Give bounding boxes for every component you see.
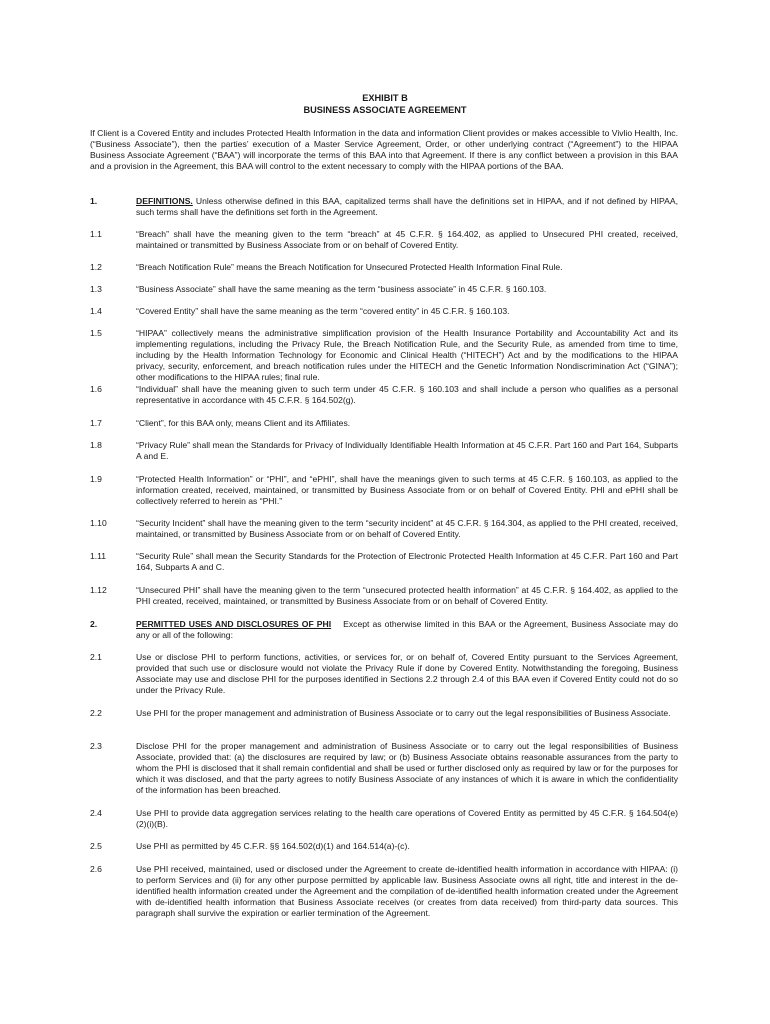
- section-number: 1.1: [90, 229, 102, 239]
- section-number: 1.10: [90, 518, 107, 528]
- section-text: “Client”, for this BAA only, means Client and its Affiliates.: [136, 418, 351, 428]
- agreement-title: BUSINESS ASSOCIATE AGREEMENT: [303, 105, 467, 115]
- section-text: “HIPAA” collectively means the administrative simplification provision of the Health Insurance Portability and Accountability Act and its implementing regulations, including the Privacy Rule, the Breach Notification Rule, and the Security Rule, as amended from time to time, including by the Health Information Technology for Economic and Clinical Health (“HITECH”) Act and by the modifications to the HIPAA privacy, security, enforcement, and breach notification rules under the HITECH and the Genetic Information Nondiscrimination Act (“GINA”); other modifications to the HIPAA rules; final rule.: [136, 328, 678, 382]
- section-number: 1.5: [90, 328, 102, 338]
- section-number: 2.4: [90, 808, 102, 818]
- section-text: Disclose PHI for the proper management and administration of Business Associate or to carry out the legal responsibilities of Business Associate, provided that: (a) the disclosures are required by law; or (b) Business Associate obtains reasonable assurances from the party to whom the PHI is disclosed that it shall remain confidential and shall be used or further disclosed only as required by law or for the purposes for which it was disclosed, and that the party agrees to notify Business Associate of any instances of which it is aware in which the confidentiality of the information has been breached.: [136, 741, 678, 795]
- section-number: 2.3: [90, 741, 102, 751]
- section-text: “Individual” shall have the meaning given to such term under 45 C.F.R. § 160.103 and shall include a person who qualifies as a personal representative in accordance with 45 C.F.R. § 164.502(g).: [136, 384, 678, 405]
- section-text: Use PHI as permitted by 45 C.F.R. §§ 164.502(d)(1) and 164.514(a)-(c).: [136, 841, 410, 851]
- section-text: “Unsecured PHI” shall have the meaning given to the term “unsecured protected health information” at 45 C.F.R. § 164.402, as applied to the PHI created, received, maintained, or transmitted by Business Associate from or on behalf of Covered Entity.: [136, 585, 678, 606]
- section-number: 1.7: [90, 418, 102, 428]
- section-text: “Protected Health Information” or “PHI”, and “ePHI”, shall have the meanings given to such terms at 45 C.F.R. § 160.103, as applied to the information created, received, maintained, or transmitted by Business Associate from or on behalf of Covered Entity. PHI and ePHI shall be collectively referred to herein as “PHI.”: [136, 474, 678, 506]
- section-number: 2.6: [90, 864, 102, 874]
- section-heading: PERMITTED USES AND DISCLOSURES OF PHI: [136, 619, 332, 629]
- exhibit-label: EXHIBIT B: [362, 93, 408, 103]
- section-number: 1.3: [90, 284, 102, 294]
- section-number: 2.1: [90, 652, 102, 662]
- section-text: “Security Rule” shall mean the Security Standards for the Protection of Electronic Protected Health Information at 45 C.F.R. Part 160 and Part 164, Subparts A and C.: [136, 551, 678, 572]
- section-number: 1.2: [90, 262, 102, 272]
- section-body: [136, 196, 678, 218]
- section-number: 1.: [90, 196, 98, 206]
- section-text: “Covered Entity” shall have the same meaning as the term “covered entity” in 45 C.F.R. § 160.103.: [136, 306, 510, 316]
- section-number: 1.12: [90, 585, 107, 595]
- section-text: “Breach” shall have the meaning given to the term “breach” at 45 C.F.R. § 164.402, as applied to Unsecured PHI created, received, maintained or transmitted by Business Associate from or on behalf of Covered Entity.: [136, 229, 678, 250]
- section-number: 2.5: [90, 841, 102, 851]
- section-text: Unless otherwise defined in this BAA, capitalized terms shall have the definitions set in HIPAA, and if not defined by HIPAA, such terms shall have the definitions set forth in the Agreement.: [136, 196, 678, 217]
- document-title-block: [0, 92, 770, 116]
- section-number: 2.: [90, 619, 98, 629]
- section-text: Use PHI received, maintained, used or disclosed under the Agreement to create de-identified health information in accordance with HIPAA: (i) to perform Services and (ii) for any other purpose permitted by applicable law. Business Associate owns all right, title and interest in the de-identified health information created under the Agreement and the compilation of de-identified health information created under the Agreement with de-identified health information that Business Associate receives (or creates from data received) from third-party data sources. This paragraph shall survive the expiration or earlier termination of the Agreement.: [136, 864, 678, 918]
- section-text: “Privacy Rule” shall mean the Standards for Privacy of Individually Identifiable Health Information at 45 C.F.R. Part 160 and Part 164, Subparts A and E.: [136, 440, 678, 461]
- section-number: 1.6: [90, 384, 102, 394]
- section-text: Use PHI for the proper management and administration of Business Associate or to carry out the legal responsibilities of Business Associate.: [136, 708, 671, 718]
- section-number: 2.2: [90, 708, 102, 718]
- section-heading: DEFINITIONS.: [136, 196, 193, 206]
- section-text: “Breach Notification Rule” means the Breach Notification for Unsecured Protected Health Information Final Rule.: [136, 262, 563, 272]
- section-body: [136, 619, 678, 641]
- section-number: 1.11: [90, 551, 107, 561]
- intro-paragraph: If Client is a Covered Entity and includes Protected Health Information in the data and information Client provides or makes accessible to Vivlio Health, Inc. (“Business Associate”), then the parties’ execution of a Master Service Agreement, Order, or other underlying contract (“Agreement”) to the HIPAA Business Associate Agreement (“BAA”) will incorporate the terms of this BAA into that Agreement. If there is any conflict between a provision in this BAA and a provision in the Agreement, this BAA will control to the extent necessary to comply with the HIPAA portions of the BAA.: [90, 128, 678, 171]
- section-text: Except as otherwise limited in this BAA or the Agreement, Business Associate may do any or all of the following:: [136, 619, 678, 640]
- section-number: 1.9: [90, 474, 102, 484]
- section-number: 1.8: [90, 440, 102, 450]
- section-text: Use or disclose PHI to perform functions, activities, or services for, or on behalf of, Covered Entity pursuant to the Services Agreement, provided that such use or disclosure would not violate the Privacy Rule if done by Covered Entity. Notwithstanding the foregoing, Business Associate may use and disclose PHI for the purposes identified in Sections 2.2 through 2.4 of this BAA even if Covered Entity could not do so under the Privacy Rule.: [136, 652, 678, 695]
- section-text: Use PHI to provide data aggregation services relating to the health care operations of Covered Entity as permitted by 45 C.F.R. § 164.504(e)(2)(i)(B).: [136, 808, 678, 829]
- section-text: “Security Incident” shall have the meaning given to the term “security incident” at 45 C.F.R. § 164.304, as applied to the PHI created, received, maintained, or transmitted by Business Associate from or on behalf of Covered Entity.: [136, 518, 678, 539]
- section-number: 1.4: [90, 306, 102, 316]
- section-text: “Business Associate” shall have the same meaning as the term “business associate” in 45 C.F.R. § 160.103.: [136, 284, 547, 294]
